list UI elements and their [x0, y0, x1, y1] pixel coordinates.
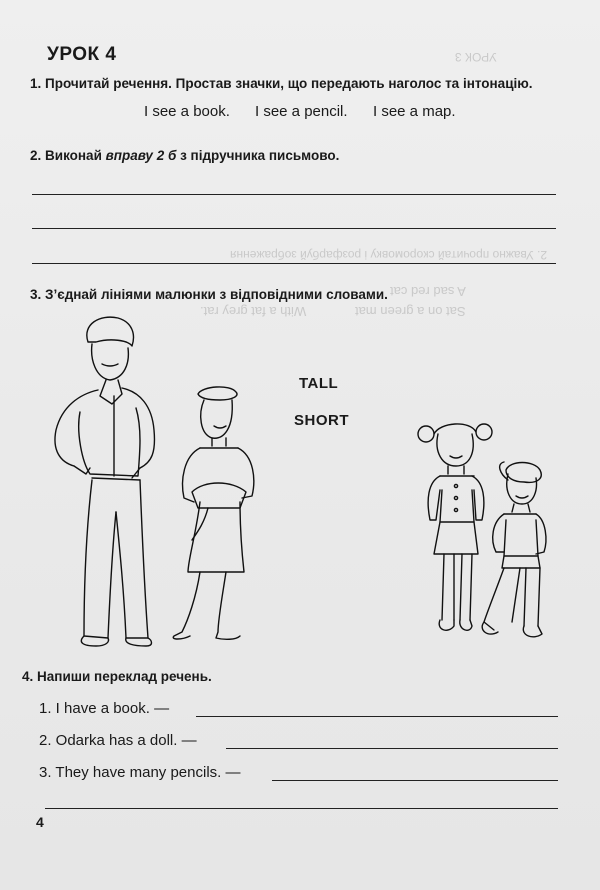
translation-line-2[interactable]	[226, 748, 558, 749]
task-1-instruction	[30, 76, 533, 91]
translation-item-1: 1. I have a book. —	[39, 700, 170, 717]
word-short[interactable]: SHORT	[294, 412, 349, 429]
page-number: 4	[36, 814, 44, 830]
show-through-task: 2. Уважно прочитай скоромовку і розфарбуй зображення	[230, 248, 548, 262]
task-3-text: З’єднай лініями малюнки з відповідними словами.	[45, 287, 388, 302]
show-through-line-2: Sat on a green mat	[355, 304, 466, 319]
task-2-text-after: з підручника письмово.	[180, 148, 340, 163]
short-woman-picture[interactable]	[160, 384, 260, 646]
sentence-2[interactable]: I see a pencil.	[255, 103, 348, 120]
tall-man-picture[interactable]	[40, 312, 170, 650]
show-through-line-1: A sad red cat	[390, 284, 466, 299]
translation-item-2: 2. Odarka has a doll. —	[39, 732, 197, 749]
sentence-3[interactable]: I see a map.	[373, 103, 456, 120]
task-2-number: 2.	[30, 148, 42, 163]
task-2-instruction	[30, 148, 339, 163]
task-4-text: Напиши переклад речень.	[37, 669, 212, 684]
show-through-line-3: With a fat grey rat.	[200, 304, 307, 319]
writing-line-1[interactable]	[32, 194, 556, 195]
task-2-text-italic: вправу 2 б	[105, 148, 177, 163]
short-boy-picture[interactable]	[474, 460, 554, 644]
writing-line-2[interactable]	[32, 228, 556, 229]
translation-line-1[interactable]	[196, 716, 558, 717]
word-tall[interactable]: TALL	[299, 375, 339, 392]
translation-line-3[interactable]	[272, 780, 558, 781]
sentence-1[interactable]: I see a book.	[144, 103, 230, 120]
task-3-number: 3.	[30, 287, 42, 302]
translation-line-4[interactable]	[45, 808, 558, 809]
task-2-text-before: Виконай	[45, 148, 102, 163]
task-1-text: Прочитай речення. Простав значки, що передають наголос та інтонацію.	[45, 76, 533, 91]
task-3-instruction	[30, 287, 388, 302]
lesson-title: УРОК 4	[47, 44, 117, 65]
writing-line-3[interactable]	[32, 263, 556, 264]
translation-item-3: 3. They have many pencils. —	[39, 764, 241, 781]
task-4-number: 4.	[22, 669, 34, 684]
task-4-instruction	[22, 669, 212, 684]
show-through-title: УРОК 3	[455, 50, 497, 64]
task-1-number: 1.	[30, 76, 42, 91]
